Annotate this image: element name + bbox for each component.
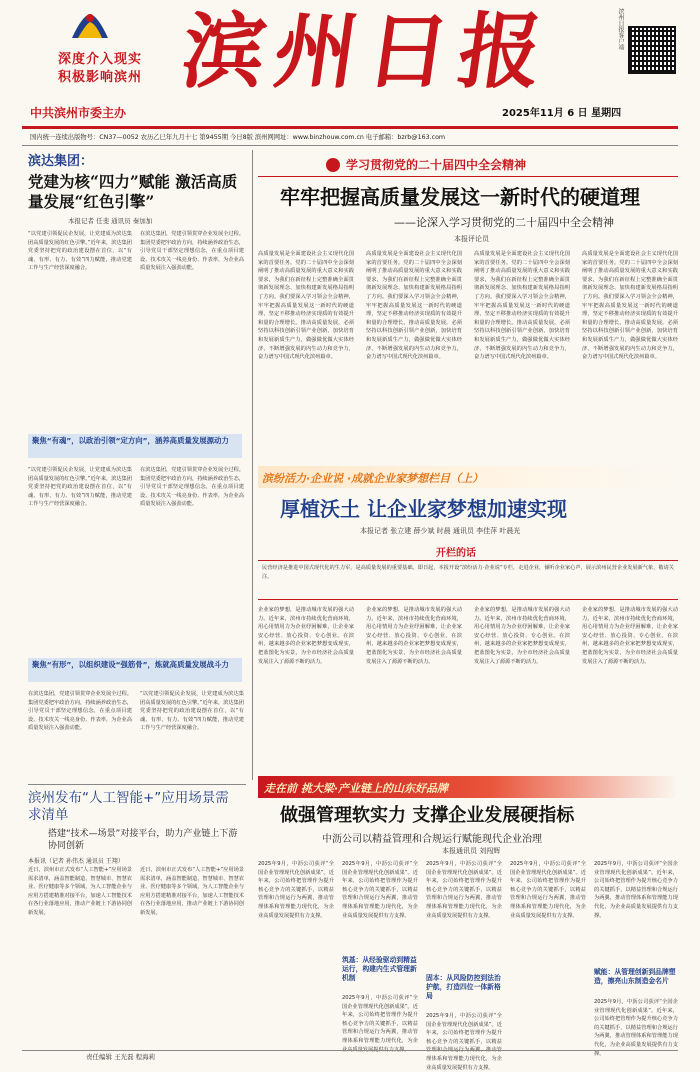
feature-bottom-subtitle: 中沥公司以精益管理和合规运行赋能现代企业治理: [322, 834, 542, 845]
feature-top-col-3: 高质量发展是全面建设社会主义现代化国家的首要任务。党的二十届四中全会深刻阐明了推动高质量发展的重大意义和实践要求，为我们在新征程上完整准确全面贯彻新发展理念、加快构建新发展格局指明了方向。我们要深入学习领会全会精神，牢牢把握高质量发展这一新时代的硬道理，坚定不移推动经济实现质的有效提升和量的合理增长。推动高质量发展，必须坚持以科技创新引领产业创新，加快培育和发展新质生产力，做强做优做大实体经济，不断增强发展的内生动力和竞争力，奋力谱写中国式现代化滨州篇章。: [474, 251, 570, 361]
feature-top-byline: 本报评论员: [454, 235, 489, 243]
feature-top-banner: 学习贯彻党的二十届四中全会精神: [346, 158, 527, 172]
feature-bottom-col-2a: 2025年9月，中沥公司获评“全国企业管理现代化创新成果”。近年来，公司始终把管理作为提升核心竞争力的关键抓手，以精益管理和合规运行为两翼，推动管理体系和管理能力现代化，为企业高质量发展提供有力支撑。: [342, 861, 418, 919]
slogan-line-1: 深度介入现实: [58, 52, 143, 67]
left-bottom-byline: 本报讯（记者 孙伟杰 通讯员 王翔）: [28, 858, 124, 865]
slogan-line-2: 积极影响滨州: [58, 70, 143, 85]
feature-mid-banner: 滨纷活力·企业说 ·成就企业家梦想栏目（上）: [262, 472, 484, 485]
feature-bottom-col-5b: 2025年9月，中沥公司获评“全国企业管理现代化创新成果”。近年来，公司始终把管理作为提升核心竞争力的关键抓手，以精益管理和合规运行为两翼，推动管理体系和管理能力现代化，为企业高质量发展提供有力支撑。: [594, 999, 678, 1057]
feature-top-col-2: 高质量发展是全面建设社会主义现代化国家的首要任务。党的二十届四中全会深刻阐明了推动高质量发展的重大意义和实践要求，为我们在新征程上完整准确全面贯彻新发展理念、加快构建新发展格局指明了方向。我们要深入学习领会全会精神，牢牢把握高质量发展这一新时代的硬道理，坚定不移推动经济实现质的有效提升和量的合理增长。推动高质量发展，必须坚持以科技创新引领产业创新，加快培育和发展新质生产力，做强做优做大实体经济，不断增强发展的内生动力和竞争力，奋力谱写中国式现代化滨州篇章。: [366, 251, 462, 361]
feature-top-subtitle: ——论深入学习贯彻党的二十届四中全会精神: [394, 216, 614, 229]
feature-top-col-1: 高质量发展是全面建设社会主义现代化国家的首要任务。党的二十届四中全会深刻阐明了推动高质量发展的重大意义和实践要求，为我们在新征程上完整准确全面贯彻新发展理念、加快构建新发展格局指明了方向。我们要深入学习领会全会精神，牢牢把握高质量发展这一新时代的硬道理，坚定不移推动经济实现质的有效提升和量的合理增长。推动高质量发展，必须坚持以科技创新引领产业创新，加快培育和发展新质生产力，做强做优做大实体经济，不断增强发展的内生动力和竞争力，奋力谱写中国式现代化滨州篇章。: [258, 251, 354, 361]
feature-bottom: [258, 776, 678, 1071]
left-headline: 党建为核“四力”赋能 激活高质量发展“红色引擎”: [28, 172, 238, 211]
feature-bottom-subhead-2: 固本：从风险防控到法治护航，打造四位一体新格局: [426, 974, 501, 1000]
left-article: [28, 150, 246, 780]
left-para-4: 在滨达集团，党建引领贯穿企业发展全过程。集团党委把牢政治方向，持续涵养政治生态，引导党员干部坚定理想信念，在重点项目建设、技术攻关一线亮身份、作表率，为企业高质量发展注入强劲动能。: [140, 467, 244, 508]
left-subhead-1: 聚焦“有魂”，以政治引领“定方向”，涵养高质量发展源动力: [32, 436, 229, 445]
footer-rule: [22, 1050, 678, 1051]
left-column-divider: [252, 150, 253, 780]
left-bottom-rule: [28, 784, 246, 785]
feature-top-headline: 牢牢把握高质量发展这一新时代的硬道理: [280, 185, 640, 209]
left-para-1: “以党建引领促民企发展，让党建成为滨达集团高质量发展的红色引擎。”近年来，滨达集团党委坚持把党的政治建设摆在首位，以“有魂、有形、有力、有效”四力赋能，推动党建工作与生产经营深度融合。: [28, 231, 132, 272]
feature-bottom-col-1: 2025年9月，中沥公司获评“全国企业管理现代化创新成果”。近年来，公司始终把管理作为提升核心竞争力的关键抓手，以精益管理和合规运行为两翼，推动管理体系和管理能力现代化，为企业高质量发展提供有力支撑。: [258, 861, 334, 919]
feature-bottom-subhead-3: 赋能：从管理创新到品牌塑造，擦亮山东制造金名片: [594, 968, 676, 985]
feature-bottom-byline: 本报通讯员 刘闯辉: [442, 847, 501, 855]
left-subhead-2: 聚焦“有形”，以组织建设“强筋骨”，炼就高质量发展战斗力: [32, 660, 229, 669]
issue-rule: [22, 145, 678, 146]
qr-code-icon: [628, 26, 676, 74]
left-kicker: 滨达集团：: [28, 154, 94, 169]
left-bottom-headline: 滨州发布“人工智能+”应用场景需求清单: [28, 790, 229, 823]
newspaper-title: 滨州日报: [176, 4, 558, 100]
feature-top-col-4: 高质量发展是全面建设社会主义现代化国家的首要任务。党的二十届四中全会深刻阐明了推动高质量发展的重大意义和实践要求，为我们在新征程上完整准确全面贯彻新发展理念、加快构建新发展格局指明了方向。我们要深入学习领会全会精神，牢牢把握高质量发展这一新时代的硬道理，坚定不移推动经济实现质的有效提升和量的合理增长。推动高质量发展，必须坚持以科技创新引领产业创新，加快培育和发展新质生产力，做强做优做大实体经济，不断增强发展的内生动力和竞争力，奋力谱写中国式现代化滨州篇章。: [582, 251, 678, 361]
publisher: 中共滨州市委主办: [30, 106, 127, 120]
feature-bottom-banner: 走在前 挑大梁·产业链上的山东好品牌: [264, 782, 449, 795]
date-line: 2025年11月 6 日 星期四: [502, 108, 622, 119]
feature-bottom-col-2b: 2025年9月，中沥公司获评“全国企业管理现代化创新成果”。近年来，公司始终把管理作为提升核心竞争力的关键抓手，以精益管理和合规运行为两翼，推动管理体系和管理能力现代化，为企: [342, 995, 418, 1044]
client-label: 滨州日报客户端: [617, 8, 624, 50]
feature-mid-byline: 本报记者 张立建 薛少斌 时晨 通讯员 李佳萍 叶晨光: [360, 527, 521, 535]
feature-mid-preface: 民营经济是推进中国式现代化的生力军，是高质量发展的重要基础。即日起，本报开设“滨纷活力·企业说”专栏，走进企业，倾听企业家心声，展示滨州民营企业发展新气象，敬请关注。: [262, 565, 674, 580]
masthead: [0, 0, 700, 128]
feature-bottom-subhead-1: 筑基：从经验驱动到精益运行，构建内生式管理新机制: [342, 956, 417, 982]
feature-mid-col-2: 企业家的梦想，是推动城市发展的强大动力。近年来，滨州市持续优化营商环境，用心用情用力为企业纾困解难，让企业家安心经营、放心投资、专心创业。在滨州，越来越多的企业家把梦想变成现实，把蓝图化为实景，为全市经济社会高质量发展注入了源源不断的活力。: [366, 607, 462, 665]
feature-bottom-col-4: 2025年9月，中沥公司获评“全国企业管理现代化创新成果”。近年来，公司始终把管理作为提升核心竞争力的关键抓手，以精益管理和合规运行为两翼，推动管理体系和管理能力现代化，为企业高质量发展提供有力支撑。: [510, 861, 586, 919]
feature-mid: [258, 466, 678, 772]
feature-bottom-headline: 做强管理软实力 支撑企业发展硬指标: [280, 805, 575, 826]
left-bottom-col-1: 近日，滨州市正式发布“人工智能+”应用场景需求清单，涵盖智能制造、智慧城市、智慧农业、医疗健康等多个领域，为人工智能企业与应用方搭建精准对接平台，加速人工智能技术在各行业落地应用，推动产业链上下游协同创新发展。: [28, 867, 132, 916]
feature-mid-col-3: 企业家的梦想，是推动城市发展的强大动力。近年来，滨州市持续优化营商环境，用心用情用力为企业纾困解难，让企业家安心经营、放心投资、专心创业。在滨州，越来越多的企业家把梦想变成现实，把蓝图化为实景，为全市经济社会高质量发展注入了源源不断的活力。: [474, 607, 570, 665]
feature-mid-preface-title: 开栏的话: [436, 548, 476, 559]
masthead-rule: [22, 126, 678, 129]
left-para-2: 在滨达集团，党建引领贯穿企业发展全过程。集团党委把牢政治方向，持续涵养政治生态，引导党员干部坚定理想信念，在重点项目建设、技术攻关一线亮身份、作表率，为企业高质量发展注入强劲动能。: [140, 231, 244, 272]
left-para-5: 在滨达集团，党建引领贯穿企业发展全过程。集团党委把牢政治方向，持续涵养政治生态，引导党员干部坚定理想信念，在重点项目建设、技术攻关一线亮身份、作表率，为企业高质量发展注入强劲动能。: [28, 691, 132, 732]
left-bottom-article: [28, 790, 246, 1046]
left-para-3: “以党建引领促民企发展，让党建成为滨达集团高质量发展的红色引擎。”近年来，滨达集团党委坚持把党的政治建设摆在首位，以“有魂、有形、有力、有效”四力赋能，推动党建工作与生产经营深度融合。: [28, 467, 132, 508]
feature-top-banner-rule: [258, 176, 678, 177]
feature-bottom-col-3b: 2025年9月，中沥公司获评“全国企业管理现代化创新成果”。近年来，公司始终把管理作为提升核心竞争力的关键抓手，以精益 理体系和管理能力现代化，为企业高质量发展提供有力支撑。: [426, 1013, 502, 1071]
feature-mid-headline: 厚植沃土 让企业家梦想加速实现: [280, 497, 567, 521]
left-bottom-subtitle: 搭建“技术—场景”对接平台，助力产业链上下游协同创新: [48, 829, 238, 851]
feature-mid-col-4: 企业家的梦想，是推动城市发展的强大动力。近年来，滨州市持续优化营商环境，用心用情用力为企业纾困解难，让企业家安心经营、放心投资、专心创业。在滨州，越来越多的企业家把梦想变成现实，把蓝图化为实景，为全市经济社会高质量发展注入了源源不断的活力。: [582, 607, 678, 665]
party-emblem-icon: [326, 158, 340, 172]
newspaper-logo-icon: [68, 10, 112, 44]
feature-bottom-col-3a: 2025年9月，中沥公司获评“全国企业管理现代化创新成果”。近年来，公司始终把管理作为提升核心竞争力的关键抓手，以精益管理和合规运行为两翼，推动管理体系和管理能力现代化，为企业高质量发展提供有力支撑。: [426, 861, 502, 919]
left-para-6: “以党建引领促民企发展，让党建成为滨达集团高质量发展的红色引擎。”近年来，滨达集团党委坚持把党的政治建设摆在首位，以“有魂、有形、有力、有效”四力赋能，推动党建工作与生产经营深度融合。: [140, 691, 244, 732]
left-bottom-col-2: 近日，滨州市正式发布“人工智能+”应用场景需求清单，涵盖智能制造、智慧城市、智慧农业、医疗健康等多个领域，为人工智能企业与应用方搭建精准对接平台，加速人工智能技术在各行业落地应用，推动产业链上下游协同创新发展。: [140, 867, 244, 916]
left-byline: 本报记者 任斐 通讯员 秦加加: [68, 217, 153, 225]
feature-mid-col-1: 企业家的梦想，是推动城市发展的强大动力。近年来，滨州市持续优化营商环境，用心用情用力为企业纾困解难，让企业家安心经营、放心投资、专心创业。在滨州，越来越多的企业家把梦想变成现实，把蓝图化为实景，为全市经济社会高质量发展注入了源源不断的活力。: [258, 607, 354, 665]
feature-bottom-col-5a: 2025年9月，中沥公司获评“全国企业管理现代化创新成果”。近年来，公司始终把管理作为提升核心竞争力的关键抓手，以精益管理和合规运行为两翼，推动管理体系和管理能力现代化，为企业高质量发展提供有力支撑。: [594, 861, 678, 919]
issue-line: 国内统一连续出版物号：CN37—0052 农历乙巳年九月十七 第9455期 今日8版 滨州网网址：www.binzhouw.com.cn 电子邮箱：bzrb@163.com: [30, 134, 446, 141]
editor-line: 责任编辑 王光磊 程海莉: [86, 1053, 156, 1061]
feature-top: [258, 150, 678, 460]
